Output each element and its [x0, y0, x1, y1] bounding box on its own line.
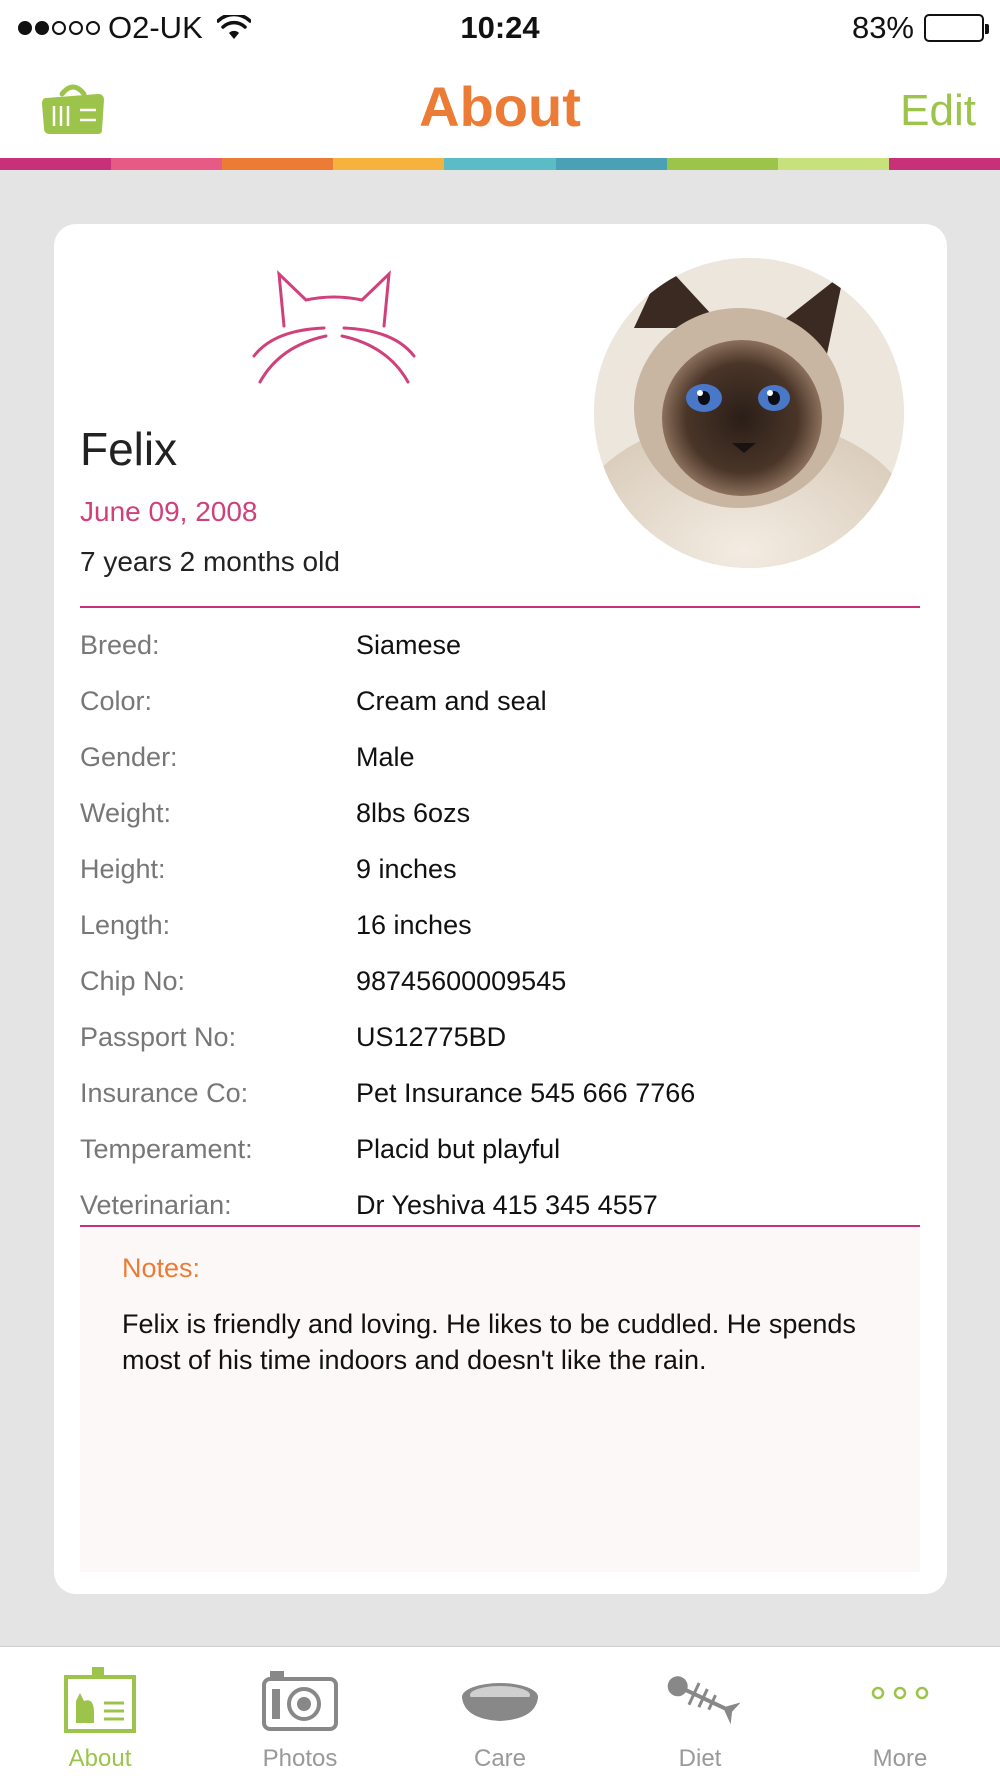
stripe-segment — [333, 158, 444, 170]
detail-label: Temperament: — [80, 1133, 253, 1164]
pet-photo[interactable] — [594, 258, 904, 568]
detail-value: US12775BD — [356, 1021, 507, 1052]
detail-row — [80, 785, 920, 841]
notes-label: Notes: — [122, 1253, 201, 1283]
id-card-icon — [60, 1667, 140, 1733]
status-bar — [0, 0, 1000, 56]
tab-diet[interactable] — [600, 1647, 800, 1778]
detail-row — [80, 673, 920, 729]
detail-label: Chip No: — [80, 965, 186, 996]
pet-birth-date: June 09, 2008 — [80, 496, 258, 527]
navigation-bar — [0, 56, 1000, 158]
detail-value: Dr Yeshiva 415 345 4557 — [356, 1189, 658, 1220]
detail-row — [80, 1009, 920, 1065]
detail-value: 9 inches — [356, 853, 457, 884]
detail-value: 98745600009545 — [356, 965, 567, 996]
detail-label: Weight: — [80, 797, 172, 828]
detail-value: Pet Insurance 545 666 7766 — [356, 1077, 696, 1108]
stripe-segment — [667, 158, 778, 170]
detail-value: Male — [356, 741, 415, 772]
color-stripe — [0, 158, 1000, 170]
detail-row — [80, 729, 920, 785]
tab-more[interactable] — [800, 1647, 1000, 1778]
tab-bar — [0, 1646, 1000, 1778]
detail-label: Length: — [80, 909, 171, 940]
detail-row — [80, 1121, 920, 1177]
detail-label: Height: — [80, 853, 166, 884]
tab-care[interactable] — [400, 1647, 600, 1778]
stripe-segment — [444, 158, 555, 170]
detail-row — [80, 1065, 920, 1121]
stripe-segment — [0, 158, 111, 170]
tab-care-label: Care — [473, 1745, 527, 1772]
carrier-name: O2-UK — [108, 10, 203, 45]
stripe-segment — [111, 158, 222, 170]
stripe-segment — [889, 158, 1000, 170]
stripe-segment — [778, 158, 889, 170]
detail-label: Veterinarian: — [80, 1189, 232, 1220]
detail-value: 16 inches — [356, 909, 472, 940]
profile-card — [54, 224, 947, 1594]
edit-button[interactable]: Edit — [900, 86, 976, 135]
tab-diet-label: Diet — [678, 1745, 722, 1772]
battery-icon — [924, 14, 984, 42]
detail-value: Siamese — [356, 629, 462, 660]
tab-photos[interactable] — [200, 1647, 400, 1778]
detail-label: Passport No: — [80, 1021, 237, 1052]
tab-photos-label: Photos — [262, 1745, 338, 1772]
pet-name: Felix — [80, 423, 178, 475]
detail-value: 8lbs 6ozs — [356, 797, 471, 828]
pet-age: 7 years 2 months old — [80, 546, 340, 577]
detail-row — [80, 897, 920, 953]
status-right — [852, 10, 984, 46]
stripe-segment — [222, 158, 333, 170]
tab-about-label: About — [68, 1745, 132, 1772]
detail-label: Insurance Co: — [80, 1077, 249, 1108]
stripe-segment — [556, 158, 667, 170]
tab-about[interactable] — [0, 1647, 200, 1778]
tab-more-label: More — [872, 1745, 928, 1772]
notes-text: Felix is friendly and loving. He likes to be cuddled. He spends most of his time indoors and doesn't like the rain. — [122, 1309, 856, 1375]
detail-row — [80, 953, 920, 1009]
pet-details-list — [80, 617, 920, 1233]
detail-value: Placid but playful — [356, 1133, 561, 1164]
fish-bone-icon — [660, 1667, 740, 1733]
pet-bed-icon — [460, 1667, 540, 1733]
more-dots-icon — [860, 1667, 940, 1733]
detail-row — [80, 617, 920, 673]
detail-label: Color: — [80, 685, 153, 716]
page-title: About — [419, 75, 581, 138]
notes-section — [80, 1227, 920, 1572]
detail-label: Breed: — [80, 629, 160, 660]
detail-row — [80, 841, 920, 897]
detail-value: Cream and seal — [356, 685, 547, 716]
battery-percent: 83% — [851, 10, 914, 45]
cat-outline-icon — [234, 264, 434, 404]
detail-label: Gender: — [80, 741, 178, 772]
camera-icon — [260, 1667, 340, 1733]
siamese-cat-photo — [594, 258, 904, 568]
clock: 10:24 — [460, 10, 540, 45]
top-divider — [80, 606, 920, 608]
